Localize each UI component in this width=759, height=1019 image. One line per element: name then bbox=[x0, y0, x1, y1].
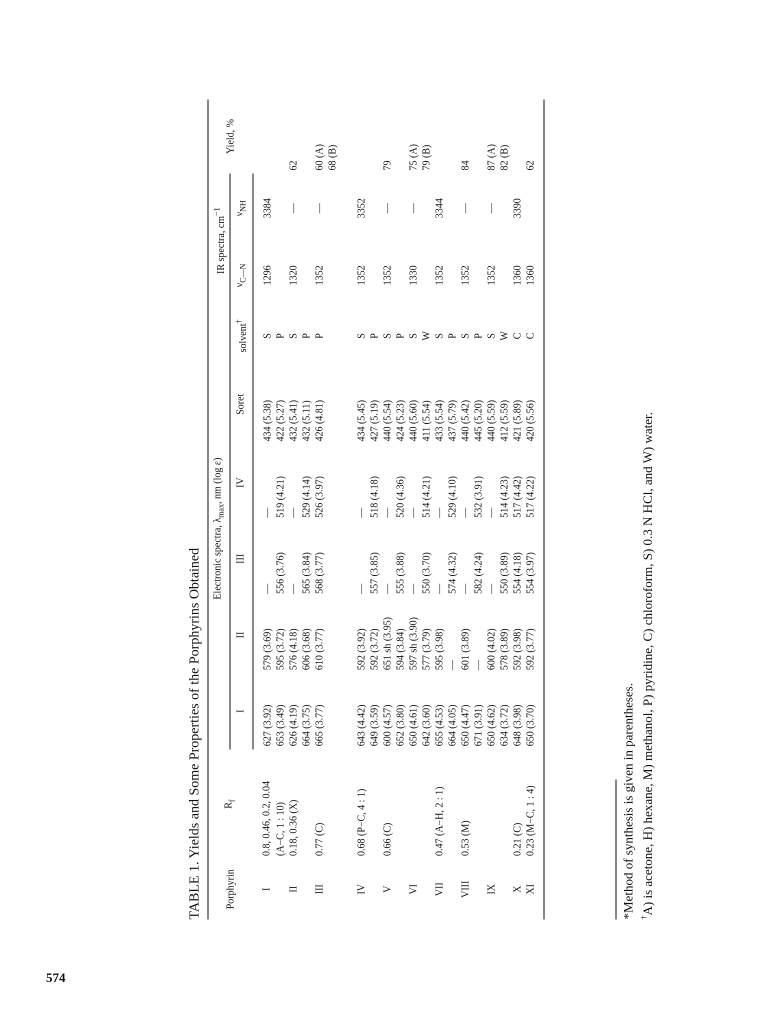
cell-band-i: 652 (3.80) bbox=[395, 704, 407, 747]
cell-soret: 412 (5.59) bbox=[499, 399, 511, 442]
cell-nu-nh: — bbox=[460, 203, 472, 214]
header-electronic-spectra: Electronic spectra, $\lambda_{max}$, nm (log ε) bbox=[208, 308, 230, 749]
cell-band-i: 655 (4.53) bbox=[434, 704, 446, 747]
page-number: 574 bbox=[46, 970, 66, 985]
cell-porphyrin: IV bbox=[356, 883, 368, 895]
cell-solvent: C bbox=[512, 332, 524, 340]
table-row bbox=[524, 100, 544, 920]
cell-rf bbox=[446, 749, 459, 859]
cell-porphyrin bbox=[498, 859, 511, 919]
table-row bbox=[511, 100, 524, 920]
cell-soret: 445 (5.20) bbox=[473, 399, 485, 442]
cell-soret: 432 (5.11) bbox=[301, 400, 313, 442]
cell-yield: 62 bbox=[525, 160, 537, 171]
cell-band-i: 643 (4.42) bbox=[356, 704, 368, 747]
table-row bbox=[253, 100, 275, 920]
cell-porphyrin: IX bbox=[486, 883, 498, 895]
cell-yield bbox=[368, 100, 381, 174]
cell-band-ii: 610 (3.77) bbox=[314, 628, 326, 671]
cell-soret: 432 (5.41) bbox=[288, 399, 300, 442]
cell-solvent: P bbox=[275, 333, 287, 339]
cell-band-iv: 514 (4.21) bbox=[421, 476, 433, 518]
cell-porphyrin bbox=[446, 859, 459, 919]
cell-nu-nh bbox=[446, 173, 459, 242]
cell-rf bbox=[485, 749, 498, 859]
cell-solvent: S bbox=[408, 333, 420, 339]
table-row bbox=[287, 100, 300, 920]
cell-band-iv: 518 (4.18) bbox=[369, 476, 381, 518]
cell-band-i bbox=[326, 673, 339, 749]
cell-solvent: S bbox=[486, 333, 498, 339]
cell-band-ii: 594 (3.84) bbox=[395, 628, 407, 671]
cell-soret: 440 (5.54) bbox=[382, 399, 394, 442]
cell-rf: 0.8, 0.46, 0.2, 0.04 bbox=[261, 781, 273, 857]
header-nu-cn: $\nu_{C—N}$ bbox=[230, 243, 252, 308]
cell-solvent: P bbox=[395, 333, 407, 339]
cell-nu-nh: — bbox=[408, 203, 420, 214]
cell-nu-nh bbox=[524, 173, 544, 242]
cell-band-iv: 526 (3.97) bbox=[314, 476, 326, 518]
cell-nu-cn: 1352 bbox=[460, 265, 472, 286]
cell-band-i: 650 (4.47) bbox=[460, 704, 472, 747]
cell-solvent: S bbox=[434, 333, 446, 339]
cell-nu-cn: 1352 bbox=[314, 265, 326, 286]
cell-band-iv bbox=[326, 445, 339, 521]
cell-yield: 84 bbox=[460, 160, 472, 171]
cell-rf: 0.47 (A−H, 2 : 1) bbox=[434, 786, 446, 857]
cell-soret: 411 (5.54) bbox=[421, 400, 433, 442]
cell-band-i: 649 (3.59) bbox=[369, 704, 381, 747]
cell-nu-cn bbox=[446, 243, 459, 308]
cell-rf: 0.66 (C) bbox=[382, 822, 394, 857]
cell-soret: 422 (5.27) bbox=[275, 399, 287, 442]
cell-porphyrin: II bbox=[288, 885, 300, 893]
cell-rf: (A−C, 1 : 10) bbox=[275, 802, 287, 857]
cell-yield: 75 (A) bbox=[408, 144, 420, 171]
cell-yield bbox=[394, 100, 407, 174]
cell-porphyrin: V bbox=[382, 885, 394, 893]
table-row bbox=[446, 100, 459, 920]
cell-band-ii: — bbox=[473, 660, 485, 671]
cell-solvent: S bbox=[382, 333, 394, 339]
cell-nu-cn: 1352 bbox=[486, 265, 498, 286]
cell-band-iii: — bbox=[356, 583, 368, 594]
cell-band-ii: 597 sh (3.90) bbox=[408, 617, 420, 671]
cell-band-iii: — bbox=[262, 583, 274, 594]
cell-band-iv: — bbox=[356, 507, 368, 518]
cell-yield: 79 bbox=[382, 160, 394, 171]
cell-solvent bbox=[326, 308, 339, 364]
cell-band-ii: 592 (3.77) bbox=[525, 628, 537, 671]
cell-band-ii: 592 (3.98) bbox=[512, 628, 524, 671]
cell-band-iv: — bbox=[382, 507, 394, 518]
cell-nu-nh: — bbox=[486, 203, 498, 214]
cell-nu-nh: — bbox=[288, 203, 300, 214]
cell-band-ii: 592 (3.72) bbox=[369, 628, 381, 671]
cell-rf bbox=[326, 749, 339, 859]
cell-band-iv: 532 (3.91) bbox=[473, 476, 485, 518]
cell-nu-cn bbox=[420, 243, 433, 308]
cell-nu-nh bbox=[326, 173, 339, 242]
cell-porphyrin: XI bbox=[525, 883, 537, 895]
cell-soret: 424 (5.23) bbox=[395, 399, 407, 442]
cell-band-iv: 520 (4.36) bbox=[395, 476, 407, 518]
cell-solvent: P bbox=[447, 333, 459, 339]
table-row bbox=[498, 100, 511, 920]
table-row bbox=[394, 100, 407, 920]
cell-nu-cn: 1352 bbox=[382, 265, 394, 286]
header-band-iv: IV bbox=[230, 445, 252, 521]
cell-yield bbox=[433, 100, 446, 174]
cell-porphyrin: X bbox=[512, 885, 524, 893]
cell-soret: 433 (5.54) bbox=[434, 399, 446, 442]
cell-band-iii: — bbox=[434, 583, 446, 594]
cell-solvent: S bbox=[288, 333, 300, 339]
cell-band-ii: 600 (4.02) bbox=[486, 628, 498, 671]
cell-band-iii: 550 (3.70) bbox=[421, 552, 433, 594]
cell-soret: 420 (5.56) bbox=[525, 399, 537, 442]
cell-band-i: 665 (3.77) bbox=[314, 704, 326, 747]
cell-porphyrin: VII bbox=[434, 882, 446, 897]
cell-band-iii bbox=[326, 521, 339, 597]
table-title: TABLE 1. Yields and Some Properties of the Porphyrins Obtained bbox=[187, 547, 203, 920]
cell-nu-nh bbox=[394, 173, 407, 242]
cell-band-iv: — bbox=[460, 507, 472, 518]
cell-nu-nh bbox=[274, 173, 287, 242]
cell-band-iv: 517 (4.22) bbox=[525, 476, 537, 518]
cell-solvent: S bbox=[262, 333, 274, 339]
cell-nu-cn: 1330 bbox=[408, 265, 420, 286]
cell-solvent: P bbox=[473, 333, 485, 339]
cell-band-iii: — bbox=[486, 583, 498, 594]
cell-band-ii: 576 (4.18) bbox=[288, 628, 300, 671]
table-row bbox=[339, 100, 368, 920]
cell-band-iv: 529 (4.10) bbox=[447, 476, 459, 518]
cell-band-i: 648 (3.98) bbox=[512, 704, 524, 747]
cell-porphyrin: I bbox=[261, 887, 273, 891]
porphyrin-table bbox=[208, 100, 545, 920]
cell-nu-cn: 1296 bbox=[262, 265, 274, 286]
cell-nu-nh bbox=[420, 173, 433, 242]
cell-band-iii: 554 (3.97) bbox=[525, 552, 537, 594]
cell-soret: 440 (5.59) bbox=[486, 399, 498, 442]
cell-porphyrin bbox=[420, 859, 433, 919]
header-yield: Yield, % bbox=[225, 119, 237, 154]
cell-band-iii: — bbox=[408, 583, 420, 594]
cell-nu-nh: 3344 bbox=[434, 198, 446, 219]
cell-band-iii: 582 (4.24) bbox=[473, 552, 485, 594]
cell-yield: 79 (B) bbox=[421, 144, 433, 171]
cell-band-iii: 556 (3.76) bbox=[275, 552, 287, 594]
cell-band-ii: 578 (3.89) bbox=[499, 628, 511, 671]
cell-band-i: 600 (4.57) bbox=[382, 704, 394, 747]
cell-rf bbox=[300, 749, 313, 859]
cell-solvent: S bbox=[356, 333, 368, 339]
cell-rf: 0.21 (C) bbox=[512, 822, 524, 857]
cell-porphyrin bbox=[300, 859, 313, 919]
cell-soret: 437 (5.79) bbox=[447, 399, 459, 442]
cell-nu-nh bbox=[472, 173, 485, 242]
cell-band-ii: 592 (3.92) bbox=[356, 628, 368, 671]
cell-band-iv: — bbox=[288, 507, 300, 518]
cell-nu-cn bbox=[498, 243, 511, 308]
cell-band-iii: 550 (3.89) bbox=[499, 552, 511, 594]
cell-rf bbox=[368, 749, 381, 859]
cell-porphyrin bbox=[394, 859, 407, 919]
header-soret: Soret bbox=[230, 364, 252, 445]
header-nu-nh: $\nu_{NH}$ bbox=[230, 173, 252, 242]
cell-nu-nh: — bbox=[314, 203, 326, 214]
cell-band-ii: 595 (3.98) bbox=[434, 628, 446, 671]
cell-band-iii: — bbox=[382, 583, 394, 594]
cell-yield bbox=[300, 100, 313, 174]
cell-rf bbox=[498, 749, 511, 859]
table-row bbox=[472, 100, 485, 920]
cell-solvent: P bbox=[301, 333, 313, 339]
cell-yield: 62 bbox=[288, 160, 300, 171]
cell-yield bbox=[446, 100, 459, 174]
cell-band-iii: 574 (4.32) bbox=[447, 552, 459, 594]
cell-soret bbox=[326, 364, 339, 445]
cell-soret: 427 (5.19) bbox=[369, 399, 381, 442]
cell-nu-nh: — bbox=[382, 203, 394, 214]
cell-band-i: 650 (4.62) bbox=[486, 704, 498, 747]
cell-band-i: 653 (3.49) bbox=[275, 704, 287, 747]
cell-rf: 0.53 (M) bbox=[460, 820, 472, 857]
cell-band-iv: — bbox=[262, 507, 274, 518]
cell-nu-cn bbox=[472, 243, 485, 308]
table-row bbox=[326, 100, 339, 920]
cell-band-ii: 579 (3.69) bbox=[262, 628, 274, 671]
table-row bbox=[368, 100, 381, 920]
cell-band-iv: — bbox=[408, 507, 420, 518]
table-row bbox=[300, 100, 313, 920]
table-row bbox=[274, 100, 287, 920]
cell-band-i: 664 (4.05) bbox=[447, 704, 459, 747]
cell-yield bbox=[274, 100, 287, 174]
cell-nu-cn: 1352 bbox=[434, 265, 446, 286]
header-solvent: solvent† bbox=[230, 308, 252, 364]
cell-solvent: W bbox=[499, 331, 511, 341]
cell-nu-nh: 3352 bbox=[356, 198, 368, 219]
cell-yield: 68 (B) bbox=[327, 144, 339, 171]
rotated-table-page bbox=[188, 100, 693, 920]
header-band-ii: II bbox=[230, 597, 252, 673]
cell-band-iii: 555 (3.88) bbox=[395, 552, 407, 594]
cell-band-ii: 651 sh (3.95) bbox=[382, 617, 394, 671]
cell-nu-cn bbox=[300, 243, 313, 308]
cell-nu-cn: 1320 bbox=[288, 265, 300, 286]
cell-band-ii: 595 (3.72) bbox=[275, 628, 287, 671]
cell-band-i: 664 (3.75) bbox=[301, 704, 313, 747]
cell-porphyrin: VI bbox=[408, 883, 420, 895]
cell-rf: 0.23 (M−C, 1 : 4) bbox=[525, 785, 537, 857]
cell-band-iii: 554 (4.18) bbox=[512, 552, 524, 594]
cell-nu-cn bbox=[394, 243, 407, 308]
table-row bbox=[485, 100, 498, 920]
cell-band-i: 626 (4.19) bbox=[288, 704, 300, 747]
cell-rf: 0.18, 0.36 (X) bbox=[288, 799, 300, 857]
cell-band-iv: 514 (4.23) bbox=[499, 476, 511, 518]
cell-nu-cn: 1360 bbox=[525, 265, 537, 286]
cell-band-iv: 517 (4.42) bbox=[512, 476, 524, 518]
cell-soret: 440 (5.42) bbox=[460, 399, 472, 442]
cell-nu-cn: 1360 bbox=[512, 265, 524, 286]
cell-yield bbox=[472, 100, 485, 174]
cell-yield: 82 (B) bbox=[499, 144, 511, 171]
cell-soret: 434 (5.38) bbox=[262, 399, 274, 442]
cell-porphyrin bbox=[368, 859, 381, 919]
header-ir-spectra: IR spectra, $cm^{-1}$ bbox=[208, 173, 230, 307]
cell-band-i: 650 (3.70) bbox=[525, 704, 537, 747]
cell-nu-cn bbox=[274, 243, 287, 308]
cell-yield bbox=[511, 100, 524, 174]
cell-solvent: C bbox=[525, 332, 537, 340]
cell-band-iv: — bbox=[434, 507, 446, 518]
cell-nu-cn: 1352 bbox=[356, 265, 368, 286]
cell-rf: 0.77 (C) bbox=[314, 822, 326, 857]
cell-rf bbox=[394, 749, 407, 859]
header-porphyrin: Porphyrin bbox=[225, 869, 237, 910]
cell-nu-nh: 3390 bbox=[512, 198, 524, 219]
cell-band-iv: 519 (4.21) bbox=[275, 476, 287, 518]
footnote-solvents: †A) is acetone, H) hexane, M) methanol, P) pyridine, C) chloroform, S) 0.3 N HCl, and W) water. bbox=[639, 412, 655, 920]
cell-nu-nh bbox=[498, 173, 511, 242]
cell-rf bbox=[472, 749, 485, 859]
cell-band-iii: 568 (3.77) bbox=[314, 552, 326, 594]
cell-band-i: 634 (3.72) bbox=[499, 704, 511, 747]
cell-band-iv: — bbox=[486, 507, 498, 518]
footnote-method: *Method of synthesis is given in parentheses. bbox=[620, 683, 636, 920]
cell-band-i: 650 (4.61) bbox=[408, 704, 420, 747]
cell-band-iii: — bbox=[460, 583, 472, 594]
cell-porphyrin: VIII bbox=[460, 880, 472, 898]
table-row bbox=[381, 100, 394, 920]
cell-nu-cn bbox=[326, 243, 339, 308]
cell-band-iv: 529 (4.14) bbox=[301, 476, 313, 518]
cell-band-i: 627 (3.92) bbox=[262, 704, 274, 747]
cell-porphyrin bbox=[274, 859, 287, 919]
cell-soret: 426 (4.81) bbox=[314, 399, 326, 442]
table-row bbox=[433, 100, 446, 920]
cell-solvent: P bbox=[314, 333, 326, 339]
cell-soret: 421 (5.89) bbox=[512, 399, 524, 442]
cell-yield bbox=[339, 100, 368, 174]
table-row bbox=[313, 100, 326, 920]
cell-band-iii: 557 (3.85) bbox=[369, 552, 381, 594]
cell-band-iii: — bbox=[288, 583, 300, 594]
cell-nu-cn bbox=[368, 243, 381, 308]
cell-band-i: 671 (3.91) bbox=[473, 704, 485, 747]
cell-nu-nh: 3384 bbox=[262, 198, 274, 219]
table-row bbox=[420, 100, 433, 920]
cell-band-ii: 577 (3.79) bbox=[421, 628, 433, 671]
cell-rf: 0.68 (P−C, 4 : 1) bbox=[356, 788, 368, 857]
cell-porphyrin: III bbox=[314, 884, 326, 895]
header-band-i: I bbox=[230, 673, 252, 749]
cell-yield bbox=[253, 100, 275, 174]
cell-solvent: P bbox=[369, 333, 381, 339]
cell-soret: 440 (5.60) bbox=[408, 399, 420, 442]
cell-rf bbox=[407, 749, 420, 859]
footnote-rule bbox=[616, 780, 617, 920]
table-row bbox=[459, 100, 472, 920]
cell-band-ii: 601 (3.89) bbox=[460, 628, 472, 671]
cell-yield: 60 (A) bbox=[314, 144, 326, 171]
cell-nu-nh bbox=[300, 173, 313, 242]
cell-solvent: W bbox=[421, 331, 433, 341]
cell-yield: 87 (A) bbox=[486, 144, 498, 171]
cell-soret: 434 (5.45) bbox=[356, 399, 368, 442]
cell-porphyrin bbox=[326, 859, 339, 919]
header-band-iii: III bbox=[230, 521, 252, 597]
table-body bbox=[253, 100, 544, 920]
cell-band-ii: — bbox=[447, 660, 459, 671]
footnotes bbox=[616, 100, 656, 920]
cell-nu-nh bbox=[368, 173, 381, 242]
table-row bbox=[407, 100, 420, 920]
header-rf: $R_f$ bbox=[223, 799, 237, 809]
cell-band-i: 642 (3.60) bbox=[421, 704, 433, 747]
cell-band-ii bbox=[326, 597, 339, 673]
cell-porphyrin bbox=[472, 859, 485, 919]
cell-band-iii: 565 (3.84) bbox=[301, 552, 313, 594]
cell-rf bbox=[420, 749, 433, 859]
cell-solvent: S bbox=[460, 333, 472, 339]
cell-band-ii: 606 (3.68) bbox=[301, 628, 313, 671]
